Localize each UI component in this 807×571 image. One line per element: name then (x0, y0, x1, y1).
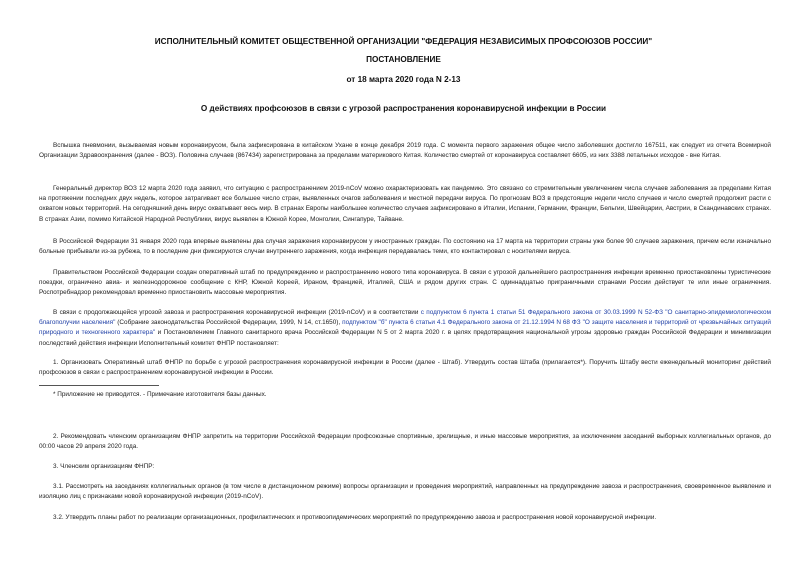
legal-basis-text-c: и Постановлением Главного санитарного врача Российской Федерации N 5 от 2 марта 2020 г. в целях предотвращения национальной угрозы здоровью граждан Российской Федерации и минимизации последствий действия инфекции Исполнительный комитет ФНПР постановляет: (39, 329, 771, 347)
law-68-fz-link[interactable]: подпунктом "б" пункта 6 статьи 4.1 Федерального закона от 21.12.1994 N 68 ФЗ "О защите населения и территорий от чрезвычайных ситуаций природного и техногенного характера" (39, 319, 771, 337)
paragraph-government-measures: Правительством Российской Федерации создан оперативный штаб по предупреждению и распространению нового типа коронавируса. В связи с угрозой дальнейшего распространения инфекции временно приостановлены туристические поездки, ограничено авиа- и железнодорожное сообщение с КНР, Южной Кореей, Ираном, Францией, Италией, США и рядом других стран. С одиннадцатью приграничными странами России действует те или иные ограничения. Роспотребнадзор рекомендовал временно приостановить массовые мероприятия. (39, 269, 771, 297)
item-1-operational-staff: 1. Организовать Оперативный штаб ФНПР по борьбе с угрозой распространения коронавирусной инфекции в России (далее - Штаб). Утвердить состав Штаба (прилагается*). Поручить Штабу вести еженедельный мониторинг действий профсоюзов в связи с распространением коронавирусной инфекции в России. (39, 359, 771, 377)
item-3-heading: 3. Членским организациям ФНПР: (53, 463, 155, 470)
item-3-1: 3.1. Рассмотреть на заседаниях коллегиальных органов (в том числе в дистанционном режиме) вопросы организации и проведения мероприятий, направленных на предупреждение завоза и распространения, своевременное выявление и изоляцию лиц с признаками новой коронавирусной инфекции (2019-nCoV). (39, 483, 771, 501)
item-3-2: 3.2. Утвердить планы работ по реализации организационных, профилактических и противоэпидемических мероприятий по предупреждению завоза и распространения новой коронавирусной инфекции. (53, 514, 657, 521)
paragraph-russia-cases: В Российской Федерации 31 января 2020 года впервые выявлены два случая заражения коронавирусом у иностранных граждан. По состоянию на 17 марта на территории страны уже более 90 случаев заражения, причем если изначально больные прибывали из-за рубежа, то в последние дни фиксируются случаи внутреннего заражения, когда инфекция передавалась теми, кто контактировал с носителями вируса. (39, 238, 771, 256)
law-52-fz-link[interactable]: с подпунктом 6 пункта 1 статьи 51 Федерального закона от 30.03.1999 N 52-ФЗ "О санитарно-эпидемиологическом благополучии населения" (39, 309, 771, 327)
paragraph-outbreak: Вспышка пневмонии, вызываемая новым коронавирусом, была зафиксирована в китайском Ухане в конце декабря 2019 года. С момента первого заражения общее число заболевших достигло 167511, как следует из отчета Всемирной Организации Здравоохранения (далее - ВОЗ). Половина случаев (867434) зарегистрирована за пределами материкового Китая. Количество смертей от коронавируса составляет 6605, из них 3388 летальных исходов - вне Китая. (39, 142, 771, 160)
paragraph-who-pandemic: Генеральный директор ВОЗ 12 марта 2020 года заявил, что ситуацию с распространением 2019-nCoV можно охарактеризовать как пандемию. Это связано со стремительным увеличением числа случаев заболевания за пределами Китая на протяжении последних двух недель, которое затрагивает все большее число стран, выявленных очагов заболевания и местной передачи вируса. По прогнозам ВОЗ в предстоящие недели число случаев и число смертей продолжит расти с охватом новых территорий. На сегодняшний день вирус охватывает весь мир. В странах Европы наибольшее количество случаев зафиксировано в Италии, Испании, Германии, Франции, Бельгии, Швейцарии, Австрии, в Скандинавских странах. В странах Азии, помимо Китайской Народной Республики, вирус выявлен в Южной Корее, Монголии, Сингапуре, Тайване. (39, 185, 771, 223)
legal-basis-text-a: В связи с продолжающейся угрозой завоза и распространения коронавирусной инфекции (2019-nCoV) и в соответствии (53, 309, 421, 316)
footnote-divider (39, 385, 159, 386)
document-title: О действиях профсоюзов в связи с угрозой распространения коронавирусной инфекции в России (200, 104, 607, 113)
item-2-mass-events: 2. Рекомендовать членским организациям ФНПР запретить на территории Российской Федерации профсоюзные спортивные, зрелищные, и иные массовые мероприятия, за исключением заседаний выборных коллегиальных органов, до 00:00 часов 29 апреля 2020 года. (39, 433, 771, 451)
document-date-number: от 18 марта 2020 года N 2-13 (346, 75, 461, 84)
organization-heading: ИСПОЛНИТЕЛЬНЫЙ КОМИТЕТ ОБЩЕСТВЕННОЙ ОРГАНИЗАЦИИ "ФЕДЕРАЦИЯ НЕЗАВИСИМЫХ ПРОФСОЮЗОВ РОССИИ" (154, 37, 653, 46)
document-type: ПОСТАНОВЛЕНИЕ (366, 55, 441, 64)
legal-basis-text-b: (Собрание законодательства Российской Федерации, 1999, N 14, ст.1650), (115, 319, 343, 327)
footnote: * Приложение не приводится. - Примечание изготовителя базы данных. (53, 391, 267, 398)
paragraph-legal-basis (39, 308, 771, 349)
